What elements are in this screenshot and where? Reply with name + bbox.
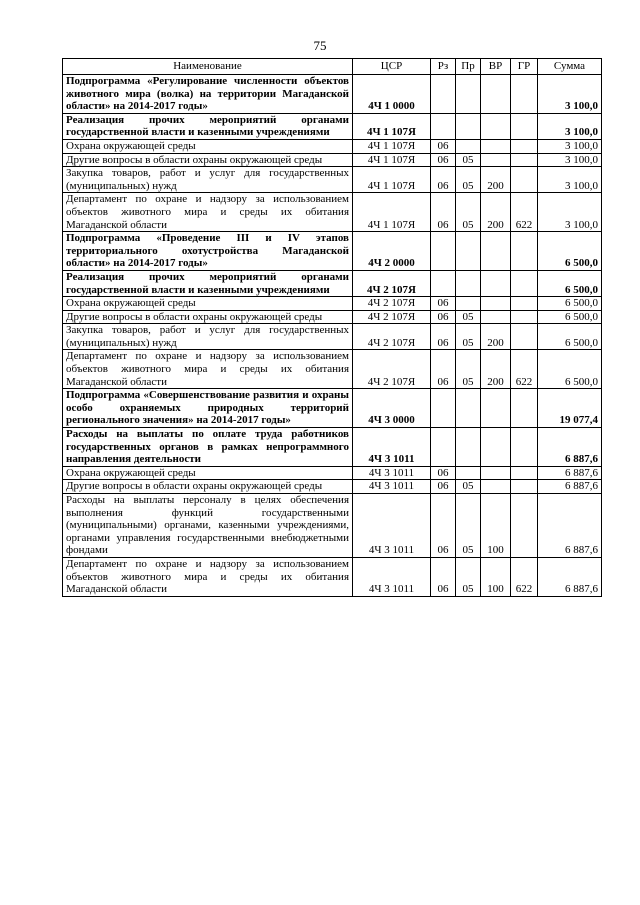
cell-csr: 4Ч 3 1011: [353, 480, 431, 494]
cell-name: Подпрограмма «Регулирование численности объектов животного мира (волка) на территории Магаданской области» на 2014-2017 годы»: [63, 75, 353, 114]
page-number: 75: [313, 38, 327, 53]
cell-vr: 100: [481, 557, 511, 596]
header-csr: ЦСР: [353, 59, 431, 75]
cell-csr: 4Ч 3 1011: [353, 557, 431, 596]
cell-gr: [511, 324, 538, 350]
cell-sum: 3 100,0: [538, 193, 602, 232]
cell-pr: [456, 232, 481, 271]
cell-rz: 06: [431, 350, 456, 389]
cell-name: Реализация прочих мероприятий органами государственной власти и казенными учреждениями: [63, 270, 353, 296]
table-row: [63, 193, 602, 232]
cell-csr: 4Ч 1 107Я: [353, 193, 431, 232]
cell-csr: 4Ч 2 107Я: [353, 310, 431, 324]
cell-gr: [511, 113, 538, 139]
cell-sum: 3 100,0: [538, 113, 602, 139]
cell-rz: [431, 428, 456, 467]
cell-gr: [511, 480, 538, 494]
cell-pr: 05: [456, 193, 481, 232]
cell-gr: 622: [511, 557, 538, 596]
cell-gr: [511, 466, 538, 480]
cell-pr: 05: [456, 350, 481, 389]
cell-rz: 06: [431, 193, 456, 232]
cell-pr: 05: [456, 167, 481, 193]
table-body: [63, 75, 602, 597]
table-row: [63, 350, 602, 389]
cell-vr: [481, 466, 511, 480]
cell-gr: [511, 75, 538, 114]
cell-vr: [481, 310, 511, 324]
cell-gr: [511, 389, 538, 428]
cell-csr: 4Ч 3 1011: [353, 466, 431, 480]
cell-csr: 4Ч 2 107Я: [353, 270, 431, 296]
cell-rz: 06: [431, 494, 456, 558]
cell-gr: [511, 270, 538, 296]
table-row: [63, 310, 602, 324]
cell-vr: [481, 480, 511, 494]
cell-rz: 06: [431, 153, 456, 167]
table-row: [63, 389, 602, 428]
cell-sum: 6 500,0: [538, 232, 602, 271]
cell-gr: [511, 153, 538, 167]
cell-rz: 06: [431, 310, 456, 324]
cell-vr: 200: [481, 324, 511, 350]
cell-pr: 05: [456, 153, 481, 167]
cell-rz: 06: [431, 480, 456, 494]
cell-rz: [431, 75, 456, 114]
cell-gr: [511, 310, 538, 324]
cell-pr: [456, 75, 481, 114]
cell-pr: 05: [456, 494, 481, 558]
cell-gr: [511, 139, 538, 153]
cell-gr: 622: [511, 193, 538, 232]
cell-rz: [431, 232, 456, 271]
cell-rz: [431, 270, 456, 296]
table-row: [63, 428, 602, 467]
cell-sum: 6 500,0: [538, 297, 602, 311]
cell-sum: 6 500,0: [538, 270, 602, 296]
table-row: [63, 297, 602, 311]
cell-name: Другие вопросы в области охраны окружающей среды: [63, 480, 353, 494]
budget-table: [62, 58, 602, 597]
cell-sum: 6 500,0: [538, 350, 602, 389]
cell-vr: [481, 113, 511, 139]
cell-gr: [511, 297, 538, 311]
cell-vr: [481, 297, 511, 311]
table-row: [63, 557, 602, 596]
table-row: [63, 232, 602, 271]
cell-name: Подпрограмма «Совершенствование развития и охраны особо охраняемых природных территорий регионального значения» на 2014-2017 годы»: [63, 389, 353, 428]
cell-pr: 05: [456, 310, 481, 324]
cell-sum: 3 100,0: [538, 139, 602, 153]
cell-vr: [481, 139, 511, 153]
cell-csr: 4Ч 1 107Я: [353, 113, 431, 139]
cell-sum: 3 100,0: [538, 75, 602, 114]
cell-gr: [511, 428, 538, 467]
cell-sum: 6 887,6: [538, 480, 602, 494]
cell-csr: 4Ч 2 107Я: [353, 350, 431, 389]
cell-name: Подпрограмма «Проведение III и IV этапов территориального охотустройства Магаданской области» на 2014-2017 годы»: [63, 232, 353, 271]
cell-csr: 4Ч 1 107Я: [353, 167, 431, 193]
cell-pr: 05: [456, 557, 481, 596]
cell-gr: [511, 494, 538, 558]
cell-csr: 4Ч 2 107Я: [353, 297, 431, 311]
table-row: [63, 167, 602, 193]
cell-pr: [456, 270, 481, 296]
cell-pr: [456, 297, 481, 311]
cell-rz: 06: [431, 324, 456, 350]
header-vr: ВР: [481, 59, 511, 75]
cell-csr: 4Ч 3 0000: [353, 389, 431, 428]
cell-csr: 4Ч 2 107Я: [353, 324, 431, 350]
cell-sum: 3 100,0: [538, 167, 602, 193]
cell-sum: 6 887,6: [538, 494, 602, 558]
cell-name: Другие вопросы в области охраны окружающей среды: [63, 153, 353, 167]
cell-name: Охрана окружающей среды: [63, 466, 353, 480]
table-row: [63, 139, 602, 153]
cell-pr: 05: [456, 324, 481, 350]
cell-csr: 4Ч 3 1011: [353, 428, 431, 467]
cell-csr: 4Ч 1 107Я: [353, 153, 431, 167]
cell-vr: [481, 389, 511, 428]
cell-pr: [456, 466, 481, 480]
header-sum: Сумма: [538, 59, 602, 75]
cell-name: Расходы на выплаты по оплате труда работников государственных органов в рамках непрограммного направления деятельности: [63, 428, 353, 467]
cell-name: Другие вопросы в области охраны окружающей среды: [63, 310, 353, 324]
cell-vr: 100: [481, 494, 511, 558]
cell-pr: [456, 113, 481, 139]
cell-csr: 4Ч 1 107Я: [353, 139, 431, 153]
table-header-row: [63, 59, 602, 75]
table-row: [63, 480, 602, 494]
cell-gr: [511, 232, 538, 271]
cell-rz: 06: [431, 466, 456, 480]
cell-name: Департамент по охране и надзору за использованием объектов животного мира и среды их обитания Магаданской области: [63, 557, 353, 596]
cell-csr: 4Ч 1 0000: [353, 75, 431, 114]
cell-rz: 06: [431, 557, 456, 596]
cell-rz: 06: [431, 139, 456, 153]
cell-rz: [431, 113, 456, 139]
table-row: [63, 75, 602, 114]
cell-name: Расходы на выплаты персоналу в целях обеспечения выполнения функций государственными (муниципальными) органами, казенными учреждениями, органами управления государственными внебюджетными фондами: [63, 494, 353, 558]
cell-vr: 200: [481, 167, 511, 193]
table-row: [63, 113, 602, 139]
header-pr: Пр: [456, 59, 481, 75]
cell-sum: 6 887,6: [538, 557, 602, 596]
cell-vr: [481, 232, 511, 271]
header-rz: Рз: [431, 59, 456, 75]
cell-gr: [511, 167, 538, 193]
table-row: [63, 153, 602, 167]
cell-vr: [481, 270, 511, 296]
cell-sum: 6 887,6: [538, 428, 602, 467]
cell-vr: [481, 75, 511, 114]
cell-vr: [481, 153, 511, 167]
cell-name: Закупка товаров, работ и услуг для государственных (муниципальных) нужд: [63, 324, 353, 350]
cell-rz: 06: [431, 297, 456, 311]
header-name: Наименование: [63, 59, 353, 75]
cell-sum: 6 500,0: [538, 310, 602, 324]
cell-vr: [481, 428, 511, 467]
header-gr: ГР: [511, 59, 538, 75]
cell-name: Охрана окружающей среды: [63, 139, 353, 153]
cell-rz: [431, 389, 456, 428]
cell-vr: 200: [481, 350, 511, 389]
cell-pr: [456, 389, 481, 428]
cell-rz: 06: [431, 167, 456, 193]
cell-gr: 622: [511, 350, 538, 389]
table-row: [63, 270, 602, 296]
table-row: [63, 466, 602, 480]
cell-csr: 4Ч 2 0000: [353, 232, 431, 271]
cell-sum: 6 500,0: [538, 324, 602, 350]
cell-pr: [456, 139, 481, 153]
cell-vr: 200: [481, 193, 511, 232]
cell-csr: 4Ч 3 1011: [353, 494, 431, 558]
cell-sum: 19 077,4: [538, 389, 602, 428]
table-row: [63, 324, 602, 350]
cell-name: Департамент по охране и надзору за использованием объектов животного мира и среды их обитания Магаданской области: [63, 193, 353, 232]
cell-pr: 05: [456, 480, 481, 494]
cell-sum: 3 100,0: [538, 153, 602, 167]
cell-name: Охрана окружающей среды: [63, 297, 353, 311]
cell-name: Реализация прочих мероприятий органами государственной власти и казенными учреждениями: [63, 113, 353, 139]
cell-name: Департамент по охране и надзору за использованием объектов животного мира и среды их обитания Магаданской области: [63, 350, 353, 389]
cell-sum: 6 887,6: [538, 466, 602, 480]
cell-pr: [456, 428, 481, 467]
cell-name: Закупка товаров, работ и услуг для государственных (муниципальных) нужд: [63, 167, 353, 193]
table-row: [63, 494, 602, 558]
